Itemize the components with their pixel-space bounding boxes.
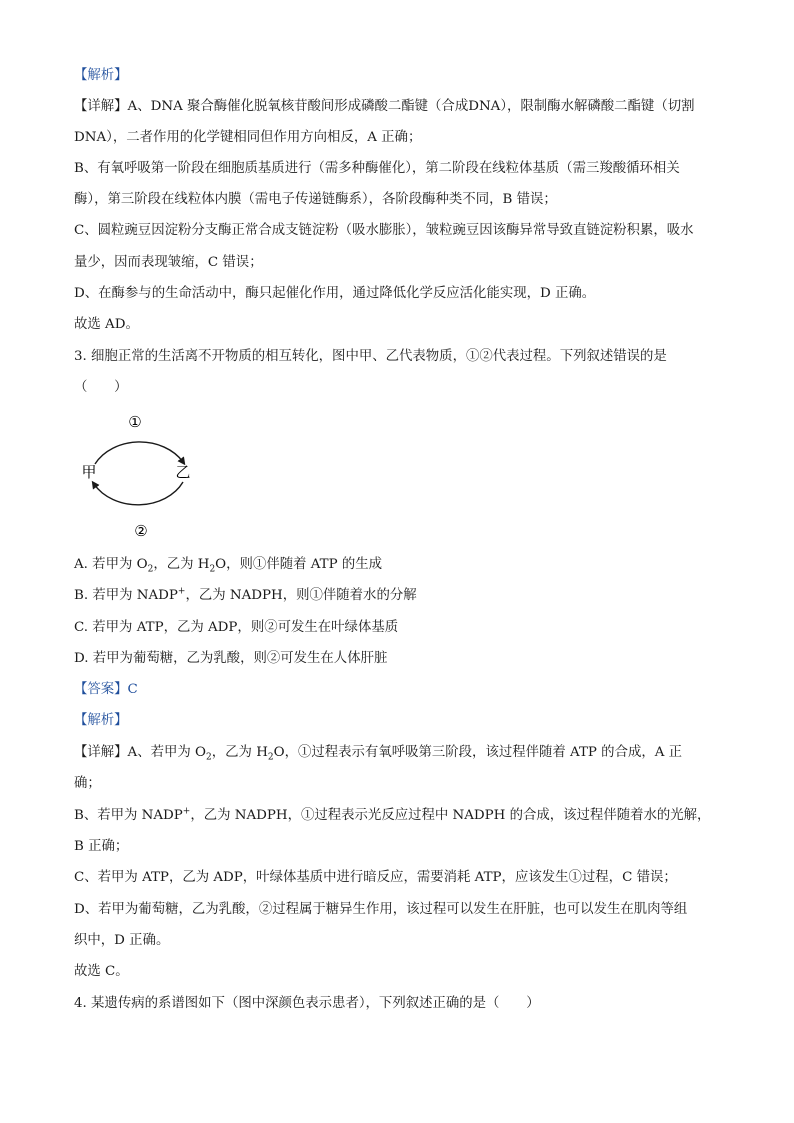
question-3-blank: （ ） (74, 380, 128, 395)
option-c: C. 若甲为 ATP，乙为 ADP，则②可发生在叶绿体基质 (74, 620, 399, 635)
detail-line: 确； (74, 776, 101, 791)
option-a: A. 若甲为 $O_2$，乙为 $H_2O$，则①伴随着 ATP 的生成 (74, 557, 383, 575)
detail-line: C、若甲为 ATP，乙为 ADP，叶绿体基质中进行暗反应，需要消耗 ATP，应该发生①过程，C 错误； (74, 870, 677, 885)
question-3-stem: 3. 细胞正常的生活离不开物质的相互转化，图中甲、乙代表物质，①②代表过程。下列叙述错误的是 (74, 349, 667, 364)
analysis-heading: 【解析】 (74, 68, 128, 83)
detail-line: B、有氧呼吸第一阶段在细胞质基质进行（需多种酶催化），第二阶段在线粒体基质（需三羧酸循环相关 (74, 161, 680, 176)
substance-yi-label: 乙 (175, 463, 191, 481)
detail-line: 织中，D 正确。 (74, 933, 170, 948)
detail-line: D、在酶参与的生命活动中，酶只起催化作用，通过降低化学反应活化能实现，D 正确。 (74, 286, 596, 301)
conversion-cycle-diagram (80, 406, 210, 541)
detail-line: DNA），二者作用的化学键相同但作用方向相反，A 正确； (74, 130, 422, 145)
process-1-label: ① (128, 413, 142, 431)
detail-line: D、若甲为葡萄糖，乙为乳酸，②过程属于糖异生作用，该过程可以发生在肝脏，也可以发生在肌肉等组 (74, 902, 688, 917)
question-4-stem: 4. 某遗传病的系谱图如下（图中深颜色表示患者），下列叙述正确的是（ ） (74, 996, 540, 1011)
option-d: D. 若甲为葡萄糖，乙为乳酸，则②可发生在人体肝脏 (74, 651, 388, 666)
detail-line: B 正确； (74, 839, 129, 854)
detail-line: 酶），第三阶段在线粒体内膜（需电子传递链酶系），各阶段酶种类不同，B 错误； (74, 192, 557, 207)
option-b: B. 若甲为 NADP+，乙为 NADPH，则①伴随着水的分解 (74, 586, 417, 603)
detail-line: C、圆粒豌豆因淀粉分支酶正常合成支链淀粉（吸水膨胀），皱粒豌豆因该酶异常导致直链淀粉积累，吸水 (74, 223, 694, 238)
detail-line: B、若甲为 NADP+，乙为 NADPH，①过程表示光反应过程中 NADPH 的合成，该过程伴随着水的光解， (74, 806, 711, 823)
analysis-heading: 【解析】 (74, 713, 128, 728)
detail-line: 量少，因而表现皱缩，C 错误； (74, 255, 263, 270)
substance-jia-label: 甲 (81, 463, 97, 481)
process-2-label: ② (134, 522, 148, 540)
process-1-arrow (95, 442, 183, 464)
conclusion-line: 故选 AD。 (74, 317, 139, 332)
conclusion-line: 故选 C。 (74, 964, 129, 979)
detail-line: 【详解】A、DNA 聚合酶催化脱氧核苷酸间形成磷酸二酯键（合成DNA），限制酶水解磷酸二酯键（切割 (74, 99, 695, 114)
detail-line: 【详解】A、若甲为 $O_2$，乙为 $H_2O$，①过程表示有氧呼吸第三阶段，该过程伴随着 ATP 的合成，A 正 (74, 745, 683, 763)
answer-line: 【答案】C (74, 682, 138, 697)
process-2-arrow (94, 482, 183, 505)
